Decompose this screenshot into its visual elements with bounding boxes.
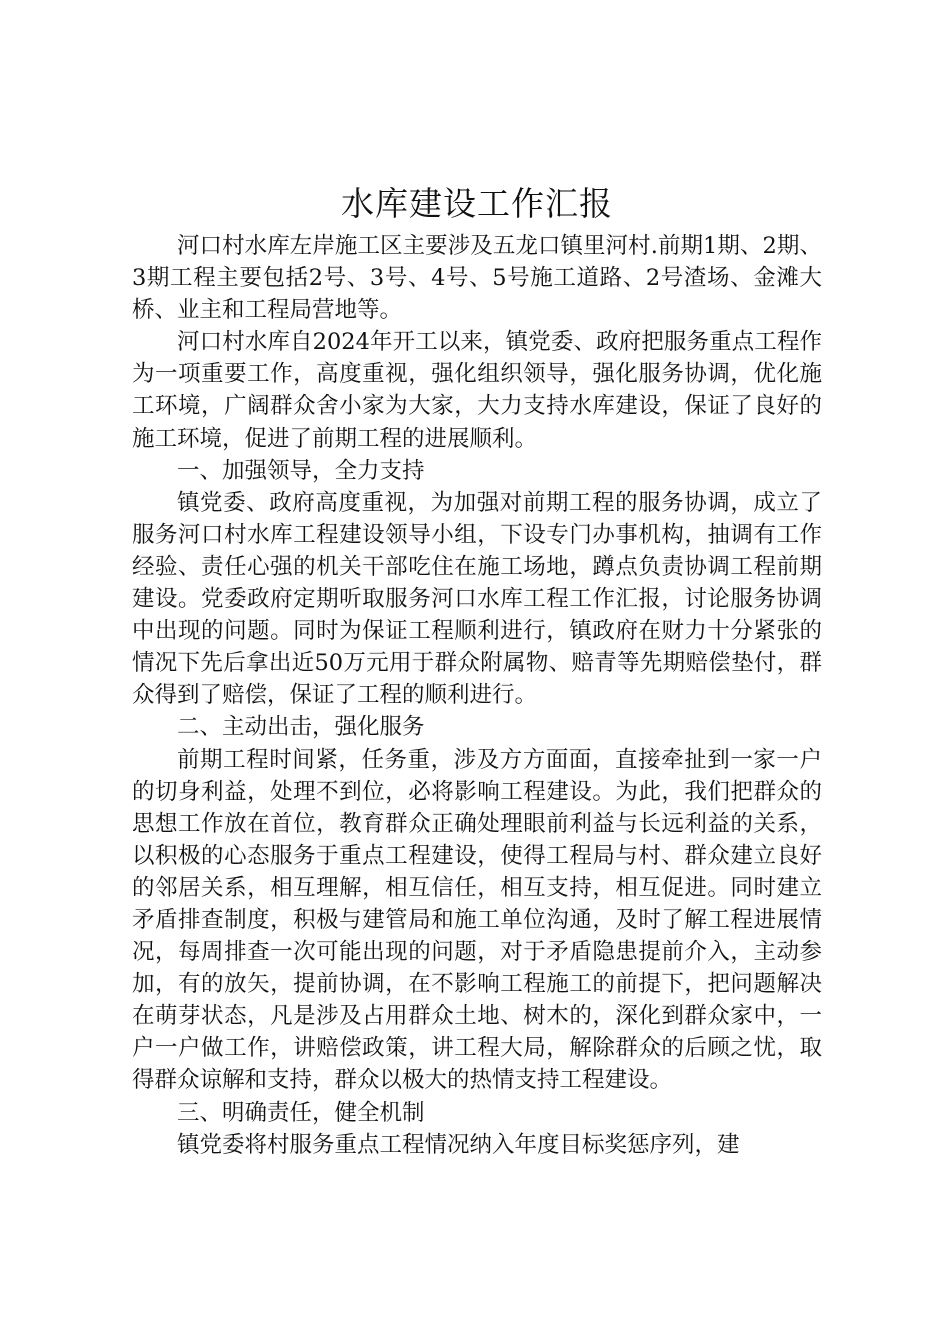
paragraph-overview: 河口村水库自2024年开工以来，镇党委、政府把服务重点工程作为一项重要工作，高度重视，强化组织领导，强化服务协调，优化施工环境，广阔群众舍小家为大家，大力支持水库建设，保证了良好的施工环境，促进了前期工程的进展顺利。 — [132, 329, 822, 452]
paragraph-section-1: 镇党委、政府高度重视，为加强对前期工程的服务协调，成立了服务河口村水库工程建设领导小组，下设专门办事机构，抽调有工作经验、责任心强的机关干部吃住在施工场地，蹲点负责协调工程前期建设。党委政府定期听取服务河口水库工程工作汇报，讨论服务协调中出现的问题。同时为保证工程顺利进行，镇政府在财力十分紧张的情况下先后拿出近50万元用于群众附属物、赔青等先期赔偿垫付，群众得到了赔偿，保证了工程的顺利进行。 — [132, 489, 822, 709]
document-page — [132, 182, 822, 1161]
section-heading-2: 二、主动出击，强化服务 — [177, 714, 425, 741]
paragraph-section-3: 镇党委将村服务重点工程情况纳入年度目标奖惩序列，建 — [177, 1131, 740, 1158]
paragraph-section-2: 前期工程时间紧，任务重，涉及方方面面，直接牵扯到一家一户的切身利益，处理不到位，必将影响工程建设。为此，我们把群众的思想工作放在首位，教育群众正确处理眼前利益与长远利益的关系，以积极的心态服务于重点工程建设，使得工程局与村、群众建立良好的邻居关系，相互理解，相互信任，相互支持，相互促进。同时建立矛盾排查制度，积极与建管局和施工单位沟通，及时了解工程进展情况，每周排查一次可能出现的问题，对于矛盾隐患提前介入，主动参加，有的放矢，提前协调，在不影响工程施工的前提下，把问题解决在萌芽状态，凡是涉及占用群众土地、树木的，深化到群众家中，一户一户做工作，讲赔偿政策，讲工程大局，解除群众的后顾之忧，取得群众谅解和支持，群众以极大的热情支持工程建设。 — [132, 746, 822, 1094]
section-heading-1: 一、加强领导，全力支持 — [177, 457, 425, 484]
paragraph-intro: 河口村水库左岸施工区主要涉及五龙口镇里河村.前期1期、2期、3期工程主要包括2号、3号、4号、5号施工道路、2号渣场、金滩大桥、业主和工程局营地等。 — [132, 233, 822, 324]
document-title: 水库建设工作汇报 — [341, 184, 613, 223]
section-heading-3: 三、明确责任，健全机制 — [177, 1099, 425, 1126]
